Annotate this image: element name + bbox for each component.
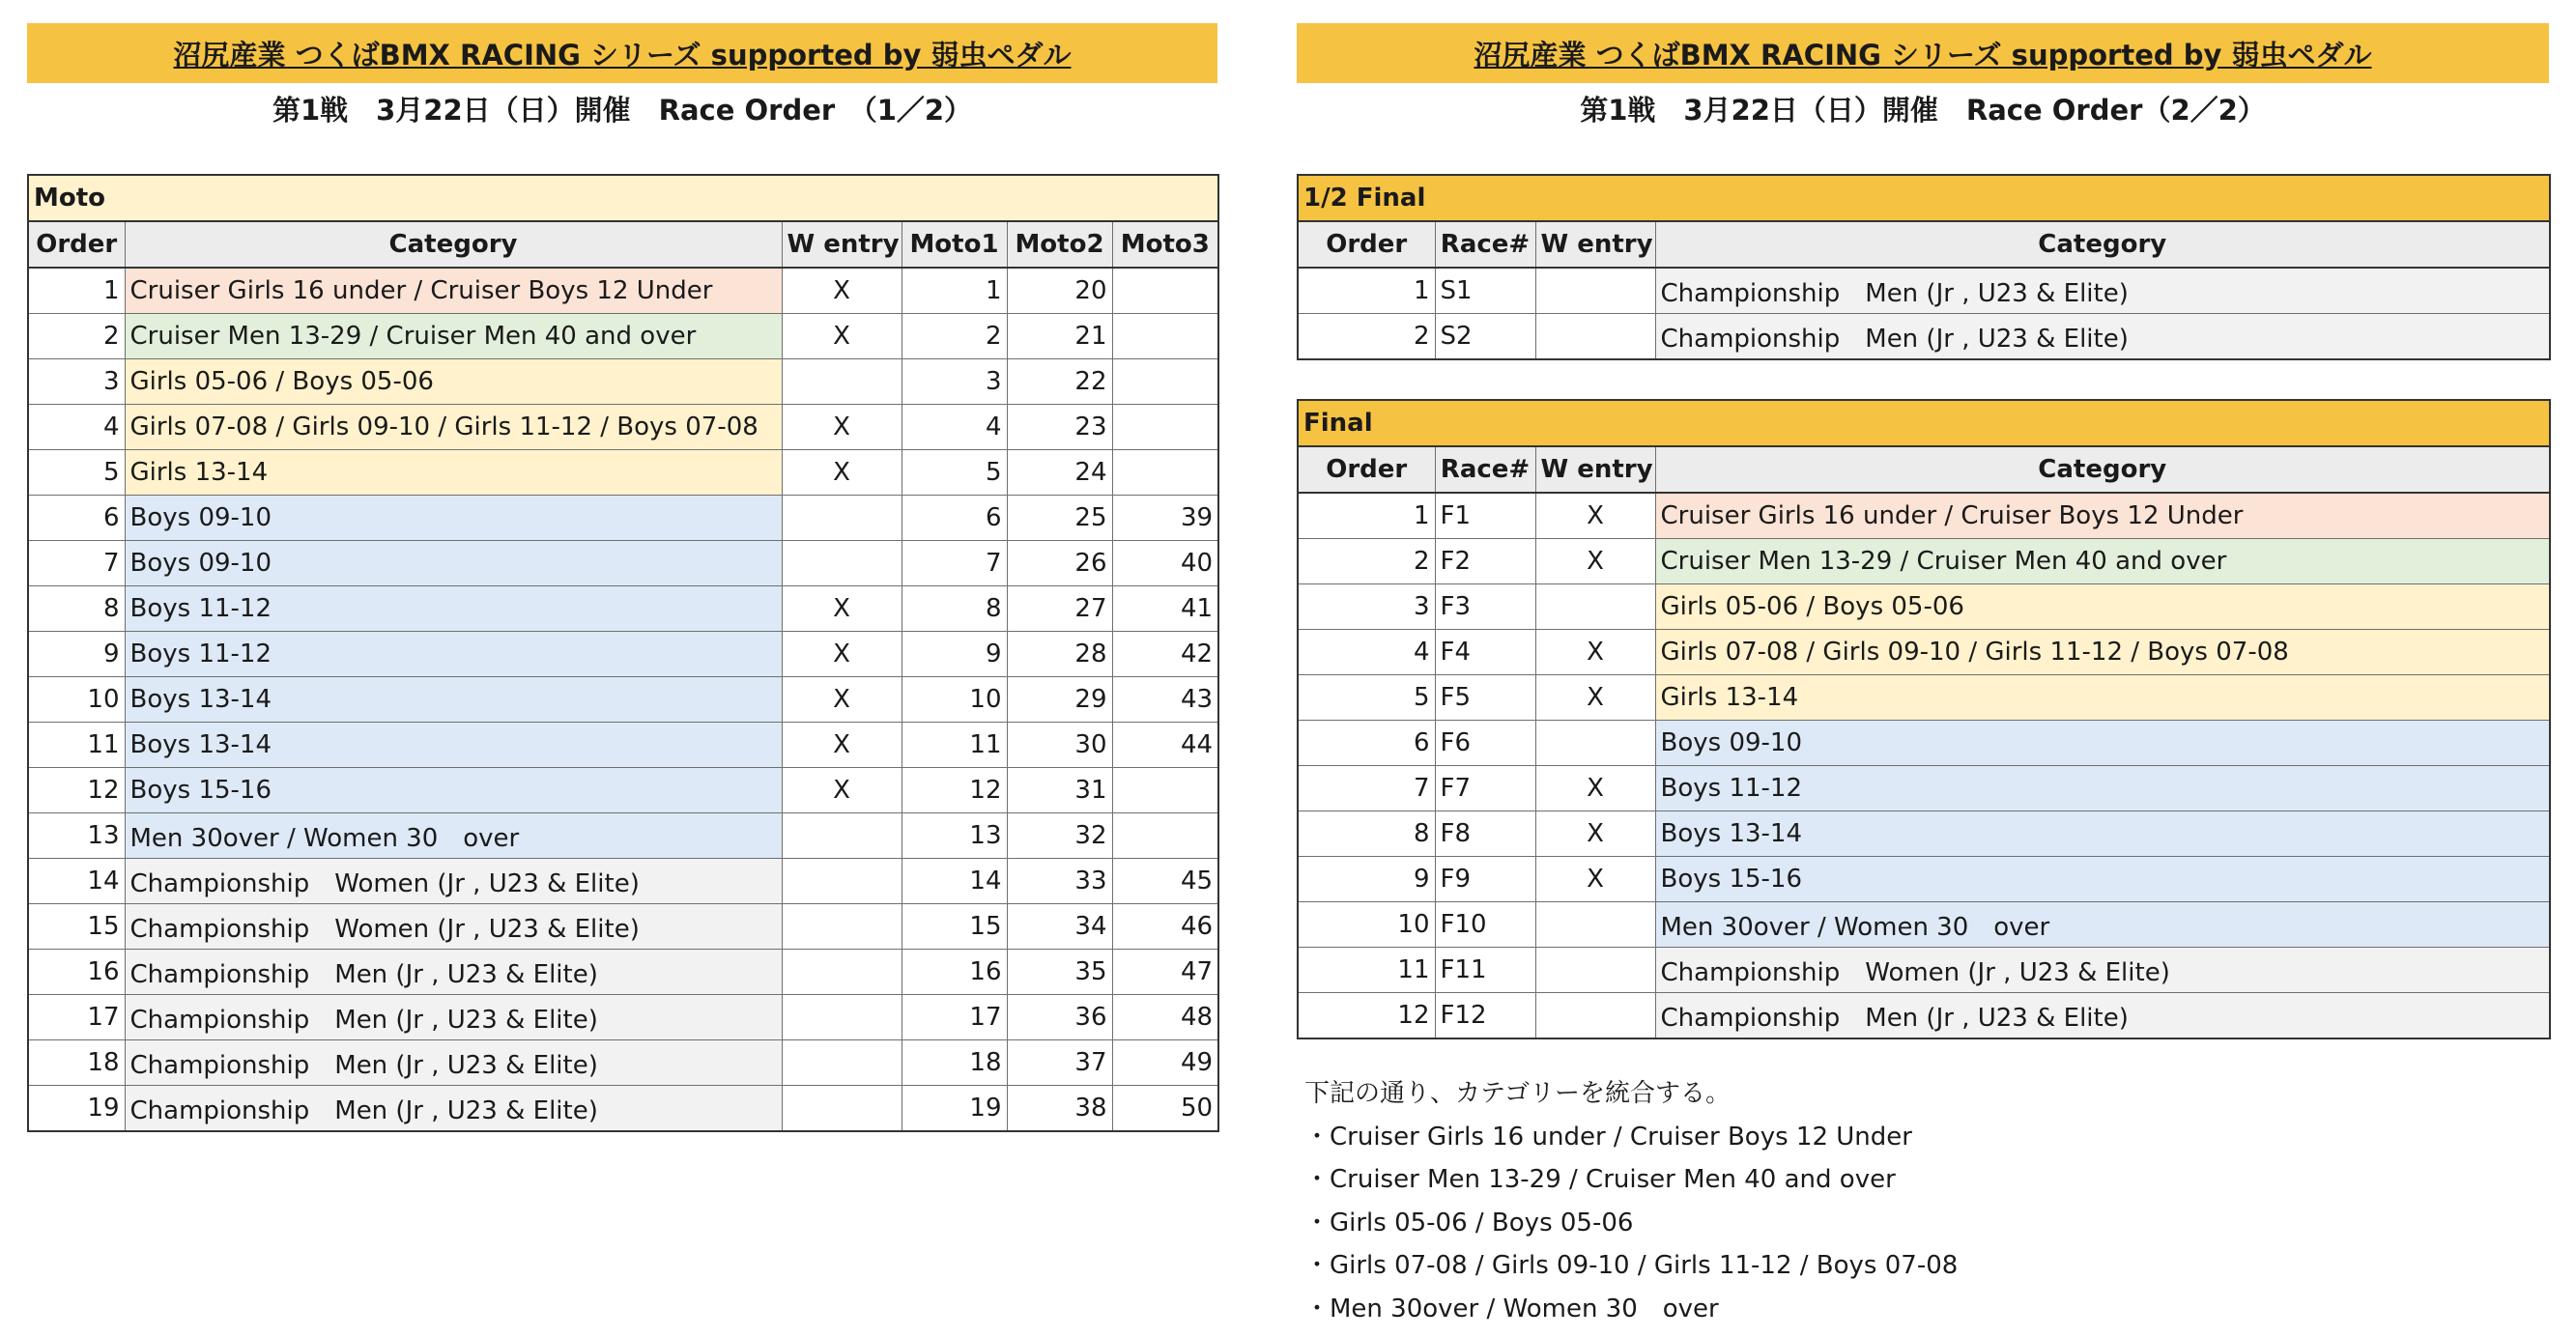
- semi-race-cell: S2: [1435, 314, 1535, 360]
- semi-body: [1298, 268, 2550, 359]
- moto2-cell: 26: [1007, 541, 1112, 586]
- moto-w-entry-cell: X: [782, 586, 902, 632]
- moto-category-cell: Cruiser Men 13-29 / Cruiser Men 40 and over: [125, 314, 782, 359]
- moto2-cell: 30: [1007, 723, 1112, 768]
- moto3-cell: 50: [1112, 1086, 1218, 1132]
- moto-w-entry-cell: [782, 1040, 902, 1086]
- moto-category-cell: Boys 13-14: [125, 677, 782, 723]
- right-subtitle: 第1戦 3月22日（日）開催 Race Order（2／2）: [1580, 93, 2266, 127]
- final-race-cell: F1: [1435, 493, 1535, 539]
- moto2-cell: 37: [1007, 1040, 1112, 1086]
- final-w-entry-cell: [1535, 584, 1655, 630]
- moto-order-cell: 8: [28, 586, 125, 632]
- final-section-row: [1298, 400, 2550, 446]
- moto-w-entry-cell: X: [782, 314, 902, 359]
- moto2-cell: 31: [1007, 768, 1112, 813]
- moto2-cell: 35: [1007, 950, 1112, 995]
- final-body: [1298, 493, 2550, 1038]
- moto3-cell: [1112, 268, 1218, 314]
- moto1-cell: 16: [902, 950, 1007, 995]
- moto3-cell: 49: [1112, 1040, 1218, 1086]
- moto3-cell: 45: [1112, 859, 1218, 904]
- semi-header-race: Race#: [1435, 221, 1535, 268]
- moto3-cell: 39: [1112, 496, 1218, 541]
- final-race-cell: F3: [1435, 584, 1535, 630]
- moto3-cell: [1112, 768, 1218, 813]
- moto-row: [28, 586, 1218, 632]
- moto-row: [28, 723, 1218, 768]
- moto-order-cell: 14: [28, 859, 125, 904]
- semi-section-label: 1/2 Final: [1298, 175, 2550, 221]
- final-category-cell: Championship Men (Jr , U23 & Elite): [1655, 993, 2550, 1039]
- moto-row: [28, 632, 1218, 677]
- final-order-cell: 3: [1298, 584, 1435, 630]
- moto-order-cell: 18: [28, 1040, 125, 1086]
- moto3-cell: 40: [1112, 541, 1218, 586]
- moto-category-cell: Boys 11-12: [125, 632, 782, 677]
- note-line: ・Girls 07-08 / Girls 09-10 / Girls 11-12 / Boys 07-08: [1304, 1251, 1959, 1280]
- moto-category-cell: Girls 07-08 / Girls 09-10 / Girls 11-12 / Boys 07-08: [125, 405, 782, 450]
- moto1-cell: 12: [902, 768, 1007, 813]
- moto-order-cell: 2: [28, 314, 125, 359]
- final-order-cell: 10: [1298, 902, 1435, 948]
- right-banner: 沼尻産業 つくばBMX RACING シリーズ supported by 弱虫ペダル: [1297, 23, 2549, 83]
- final-order-cell: 4: [1298, 630, 1435, 675]
- left-banner: 沼尻産業 つくばBMX RACING シリーズ supported by 弱虫ペダル: [27, 23, 1217, 83]
- moto-header-category: Category: [125, 221, 782, 268]
- final-header-order: Order: [1298, 446, 1435, 493]
- moto-order-cell: 1: [28, 268, 125, 314]
- moto1-cell: 5: [902, 450, 1007, 496]
- moto-body: [28, 268, 1218, 1131]
- moto-row: [28, 813, 1218, 859]
- moto1-cell: 9: [902, 632, 1007, 677]
- note-line: ・Men 30over / Women 30 over: [1304, 1294, 1719, 1323]
- moto-order-cell: 4: [28, 405, 125, 450]
- semi-race-cell: S1: [1435, 268, 1535, 314]
- moto-row: [28, 450, 1218, 496]
- moto-w-entry-cell: X: [782, 405, 902, 450]
- moto-order-cell: 6: [28, 496, 125, 541]
- moto-w-entry-cell: [782, 859, 902, 904]
- moto1-cell: 19: [902, 1086, 1007, 1132]
- moto3-cell: [1112, 813, 1218, 859]
- final-race-cell: F4: [1435, 630, 1535, 675]
- moto-category-cell: Championship Men (Jr , U23 & Elite): [125, 1040, 782, 1086]
- moto1-cell: 6: [902, 496, 1007, 541]
- moto1-cell: 10: [902, 677, 1007, 723]
- moto-order-cell: 16: [28, 950, 125, 995]
- merge-notes: [1304, 1072, 1958, 1330]
- moto-row: [28, 314, 1218, 359]
- moto-w-entry-cell: X: [782, 268, 902, 314]
- moto-w-entry-cell: X: [782, 450, 902, 496]
- moto1-cell: 3: [902, 359, 1007, 405]
- final-w-entry-cell: X: [1535, 630, 1655, 675]
- final-header-w-entry: W entry: [1535, 446, 1655, 493]
- moto2-cell: 20: [1007, 268, 1112, 314]
- final-order-cell: 6: [1298, 721, 1435, 766]
- moto2-cell: 24: [1007, 450, 1112, 496]
- moto-order-cell: 13: [28, 813, 125, 859]
- moto-section-row: [28, 175, 1218, 221]
- moto-order-cell: 11: [28, 723, 125, 768]
- moto-category-cell: Championship Men (Jr , U23 & Elite): [125, 950, 782, 995]
- semi-final-table: [1297, 174, 2551, 360]
- final-row: [1298, 902, 2550, 948]
- final-category-cell: Cruiser Men 13-29 / Cruiser Men 40 and over: [1655, 539, 2550, 584]
- final-w-entry-cell: X: [1535, 539, 1655, 584]
- moto3-cell: [1112, 405, 1218, 450]
- final-order-cell: 1: [1298, 493, 1435, 539]
- moto2-cell: 38: [1007, 1086, 1112, 1132]
- moto2-cell: 21: [1007, 314, 1112, 359]
- final-category-cell: Boys 13-14: [1655, 811, 2550, 857]
- note-line: ・Cruiser Men 13-29 / Cruiser Men 40 and over: [1304, 1165, 1896, 1194]
- final-row: [1298, 493, 2550, 539]
- final-category-cell: Boys 11-12: [1655, 766, 2550, 811]
- final-race-cell: F7: [1435, 766, 1535, 811]
- moto-category-cell: Boys 11-12: [125, 586, 782, 632]
- final-section-label: Final: [1298, 400, 2550, 446]
- final-order-cell: 8: [1298, 811, 1435, 857]
- moto-row: [28, 1086, 1218, 1132]
- final-race-cell: F12: [1435, 993, 1535, 1039]
- moto-order-cell: 3: [28, 359, 125, 405]
- final-header-race: Race#: [1435, 446, 1535, 493]
- moto-header-moto1: Moto1: [902, 221, 1007, 268]
- moto-header-order: Order: [28, 221, 125, 268]
- moto-row: [28, 359, 1218, 405]
- final-w-entry-cell: [1535, 721, 1655, 766]
- moto-row: [28, 904, 1218, 950]
- moto-category-cell: Boys 15-16: [125, 768, 782, 813]
- moto-category-cell: Boys 09-10: [125, 541, 782, 586]
- moto1-cell: 7: [902, 541, 1007, 586]
- moto-category-cell: Boys 09-10: [125, 496, 782, 541]
- final-category-cell: Men 30over / Women 30 over: [1655, 902, 2550, 948]
- final-row: [1298, 948, 2550, 993]
- final-category-cell: Championship Women (Jr , U23 & Elite): [1655, 948, 2550, 993]
- moto2-cell: 36: [1007, 995, 1112, 1040]
- final-w-entry-cell: [1535, 948, 1655, 993]
- final-table: [1297, 399, 2551, 1039]
- moto-row: [28, 768, 1218, 813]
- moto3-cell: [1112, 450, 1218, 496]
- semi-row: [1298, 314, 2550, 360]
- moto-w-entry-cell: [782, 950, 902, 995]
- moto-w-entry-cell: [782, 359, 902, 405]
- semi-order-cell: 1: [1298, 268, 1435, 314]
- moto1-cell: 11: [902, 723, 1007, 768]
- final-category-cell: Girls 13-14: [1655, 675, 2550, 721]
- final-w-entry-cell: [1535, 993, 1655, 1039]
- moto-w-entry-cell: [782, 813, 902, 859]
- moto-row: [28, 950, 1218, 995]
- final-category-cell: Girls 05-06 / Boys 05-06: [1655, 584, 2550, 630]
- moto-w-entry-cell: [782, 904, 902, 950]
- moto3-cell: 42: [1112, 632, 1218, 677]
- semi-header-order: Order: [1298, 221, 1435, 268]
- final-row: [1298, 857, 2550, 902]
- moto1-cell: 8: [902, 586, 1007, 632]
- final-race-cell: F6: [1435, 721, 1535, 766]
- final-row: [1298, 811, 2550, 857]
- moto1-cell: 1: [902, 268, 1007, 314]
- final-w-entry-cell: [1535, 902, 1655, 948]
- moto1-cell: 17: [902, 995, 1007, 1040]
- final-w-entry-cell: X: [1535, 493, 1655, 539]
- note-line: ・Cruiser Girls 16 under / Cruiser Boys 12 Under: [1304, 1122, 1912, 1152]
- moto-section-label: Moto: [28, 175, 1218, 221]
- final-race-cell: F9: [1435, 857, 1535, 902]
- moto-header-moto3: Moto3: [1112, 221, 1218, 268]
- moto3-cell: 43: [1112, 677, 1218, 723]
- moto3-cell: 48: [1112, 995, 1218, 1040]
- moto3-cell: 47: [1112, 950, 1218, 995]
- moto-category-cell: Girls 05-06 / Boys 05-06: [125, 359, 782, 405]
- moto-category-cell: Cruiser Girls 16 under / Cruiser Boys 12 Under: [125, 268, 782, 314]
- moto-order-cell: 17: [28, 995, 125, 1040]
- moto-order-cell: 12: [28, 768, 125, 813]
- moto2-cell: 33: [1007, 859, 1112, 904]
- moto-category-cell: Championship Men (Jr , U23 & Elite): [125, 995, 782, 1040]
- final-w-entry-cell: X: [1535, 811, 1655, 857]
- moto-w-entry-cell: X: [782, 723, 902, 768]
- note-line: ・Girls 05-06 / Boys 05-06: [1304, 1208, 1634, 1237]
- moto1-cell: 15: [902, 904, 1007, 950]
- moto-w-entry-cell: X: [782, 768, 902, 813]
- moto-category-cell: Girls 13-14: [125, 450, 782, 496]
- final-row: [1298, 721, 2550, 766]
- semi-header-row: [1298, 221, 2550, 268]
- final-w-entry-cell: X: [1535, 675, 1655, 721]
- moto-row: [28, 995, 1218, 1040]
- moto-row: [28, 405, 1218, 450]
- moto-row: [28, 541, 1218, 586]
- moto2-cell: 29: [1007, 677, 1112, 723]
- moto-order-cell: 10: [28, 677, 125, 723]
- moto-row: [28, 268, 1218, 314]
- moto-category-cell: Men 30over / Women 30 over: [125, 813, 782, 859]
- moto2-cell: 32: [1007, 813, 1112, 859]
- final-row: [1298, 584, 2550, 630]
- moto-w-entry-cell: [782, 995, 902, 1040]
- moto-w-entry-cell: [782, 1086, 902, 1132]
- semi-row: [1298, 268, 2550, 314]
- moto-order-cell: 19: [28, 1086, 125, 1132]
- moto-order-cell: 15: [28, 904, 125, 950]
- moto1-cell: 18: [902, 1040, 1007, 1086]
- moto-row: [28, 677, 1218, 723]
- final-row: [1298, 539, 2550, 584]
- moto-header-moto2: Moto2: [1007, 221, 1112, 268]
- final-header-category: Category: [1655, 446, 2550, 493]
- final-w-entry-cell: X: [1535, 857, 1655, 902]
- final-w-entry-cell: X: [1535, 766, 1655, 811]
- moto-row: [28, 1040, 1218, 1086]
- moto3-cell: 46: [1112, 904, 1218, 950]
- semi-category-cell: Championship Men (Jr , U23 & Elite): [1655, 314, 2550, 360]
- moto2-cell: 27: [1007, 586, 1112, 632]
- semi-order-cell: 2: [1298, 314, 1435, 360]
- moto-order-cell: 5: [28, 450, 125, 496]
- moto2-cell: 34: [1007, 904, 1112, 950]
- moto-table: [27, 174, 1219, 1132]
- semi-w-entry-cell: [1535, 268, 1655, 314]
- moto2-cell: 28: [1007, 632, 1112, 677]
- moto-row: [28, 859, 1218, 904]
- moto-category-cell: Championship Women (Jr , U23 & Elite): [125, 859, 782, 904]
- final-category-cell: Boys 09-10: [1655, 721, 2550, 766]
- moto3-cell: [1112, 314, 1218, 359]
- moto1-cell: 4: [902, 405, 1007, 450]
- final-row: [1298, 993, 2550, 1039]
- semi-header-category: Category: [1655, 221, 2550, 268]
- moto1-cell: 14: [902, 859, 1007, 904]
- moto2-cell: 22: [1007, 359, 1112, 405]
- moto-order-cell: 7: [28, 541, 125, 586]
- semi-header-w-entry: W entry: [1535, 221, 1655, 268]
- final-order-cell: 11: [1298, 948, 1435, 993]
- moto-header-row: [28, 221, 1218, 268]
- final-category-cell: Cruiser Girls 16 under / Cruiser Boys 12 Under: [1655, 493, 2550, 539]
- moto-w-entry-cell: [782, 496, 902, 541]
- left-subtitle: 第1戦 3月22日（日）開催 Race Order （1／2）: [272, 93, 973, 127]
- semi-w-entry-cell: [1535, 314, 1655, 360]
- final-race-cell: F10: [1435, 902, 1535, 948]
- moto3-cell: [1112, 359, 1218, 405]
- moto-w-entry-cell: X: [782, 677, 902, 723]
- final-category-cell: Boys 15-16: [1655, 857, 2550, 902]
- final-race-cell: F5: [1435, 675, 1535, 721]
- moto-w-entry-cell: X: [782, 632, 902, 677]
- moto-header-w-entry: W entry: [782, 221, 902, 268]
- final-order-cell: 5: [1298, 675, 1435, 721]
- moto1-cell: 2: [902, 314, 1007, 359]
- final-category-cell: Girls 07-08 / Girls 09-10 / Girls 11-12 / Boys 07-08: [1655, 630, 2550, 675]
- semi-section-row: [1298, 175, 2550, 221]
- final-row: [1298, 675, 2550, 721]
- moto-row: [28, 496, 1218, 541]
- final-order-cell: 9: [1298, 857, 1435, 902]
- final-header-row: [1298, 446, 2550, 493]
- final-row: [1298, 630, 2550, 675]
- moto-w-entry-cell: [782, 541, 902, 586]
- moto2-cell: 23: [1007, 405, 1112, 450]
- final-order-cell: 2: [1298, 539, 1435, 584]
- final-race-cell: F11: [1435, 948, 1535, 993]
- moto1-cell: 13: [902, 813, 1007, 859]
- final-order-cell: 7: [1298, 766, 1435, 811]
- final-order-cell: 12: [1298, 993, 1435, 1039]
- moto-category-cell: Championship Men (Jr , U23 & Elite): [125, 1086, 782, 1132]
- moto3-cell: 41: [1112, 586, 1218, 632]
- moto-order-cell: 9: [28, 632, 125, 677]
- note-line: 下記の通り、カテゴリーを統合する。: [1304, 1079, 1731, 1108]
- semi-category-cell: Championship Men (Jr , U23 & Elite): [1655, 268, 2550, 314]
- moto3-cell: 44: [1112, 723, 1218, 768]
- final-race-cell: F8: [1435, 811, 1535, 857]
- moto2-cell: 25: [1007, 496, 1112, 541]
- final-row: [1298, 766, 2550, 811]
- final-race-cell: F2: [1435, 539, 1535, 584]
- moto-category-cell: Boys 13-14: [125, 723, 782, 768]
- moto-category-cell: Championship Women (Jr , U23 & Elite): [125, 904, 782, 950]
